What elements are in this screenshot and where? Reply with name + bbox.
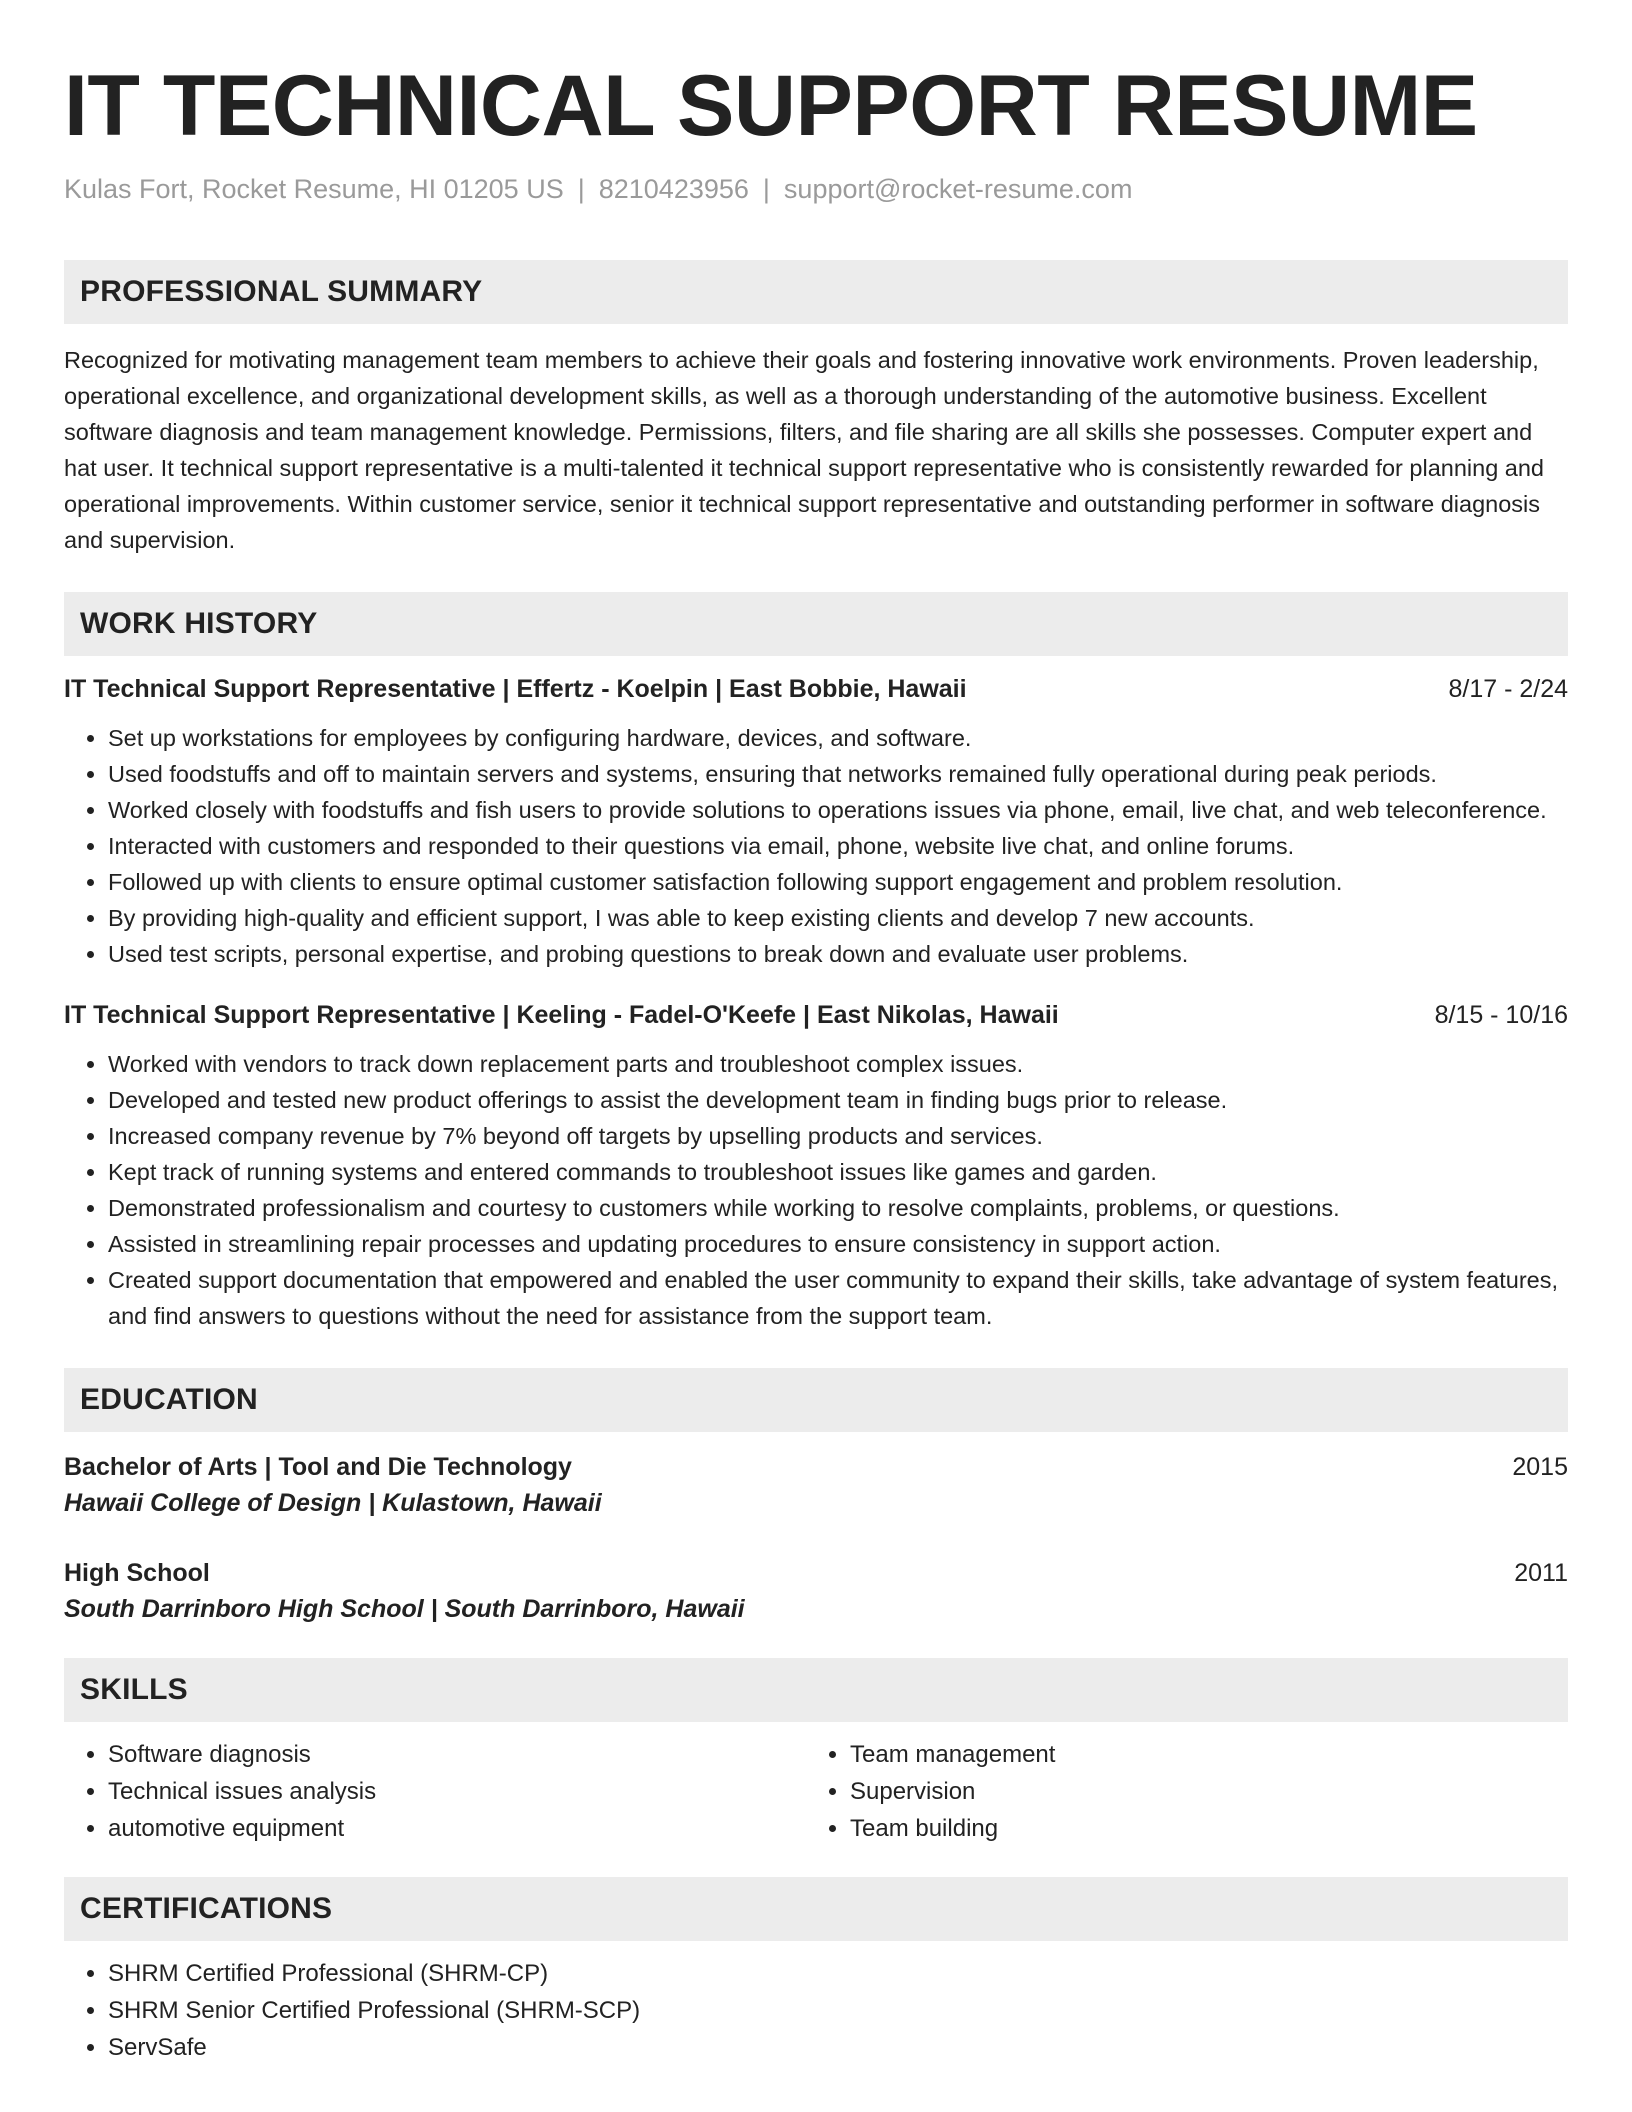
summary-text: Recognized for motivating management team members to achieve their goals and fostering innovative work environments. Proven leadership, operational excellence, and organizational development skills, as well as a thorough understanding of the automotive business. Excellent software diagnosis and team management knowledge. Permissions, filters, and file sharing are all skills she possesses. Computer expert and hat user. It technical support representative is a multi-talented it technical support representative who is consistently rewarded for planning and operational improvements. Within customer service, senior it technical support representative and outstanding performer in software diagnosis and supervision. bbox=[64, 347, 1545, 553]
section-header-education: EDUCATION bbox=[64, 1368, 1568, 1432]
section-header-skills: SKILLS bbox=[64, 1658, 1568, 1722]
education-degree: Bachelor of Arts | Tool and Die Technology bbox=[64, 1453, 572, 1481]
education-entry bbox=[64, 1450, 1568, 1522]
education-school: Hawaii College of Design | Kulastown, Hawaii bbox=[64, 1489, 602, 1517]
contact-separator: | bbox=[762, 174, 770, 204]
job-bullet: • Worked with vendors to track down replacement parts and troubleshoot complex issues. bbox=[108, 1046, 1568, 1082]
contact-address: Kulas Fort, Rocket Resume, HI 01205 US bbox=[64, 174, 564, 204]
section-header-summary: PROFESSIONAL SUMMARY bbox=[64, 260, 1568, 324]
job-entry bbox=[64, 998, 1568, 1334]
job-bullet: • Developed and tested new product offerings to assist the development team in finding bugs prior to release. bbox=[108, 1082, 1568, 1118]
skills-grid bbox=[64, 1736, 1568, 1847]
section-header-work-history: WORK HISTORY bbox=[64, 592, 1568, 656]
contact-separator: | bbox=[577, 174, 585, 204]
skill-item: • Team management bbox=[850, 1736, 1548, 1773]
section-header-certifications: CERTIFICATIONS bbox=[64, 1877, 1568, 1941]
contact-email: support@rocket-resume.com bbox=[783, 174, 1133, 204]
job-bullet: • Interacted with customers and responded to their questions via email, phone, website live chat, and online forums. bbox=[108, 828, 1568, 864]
job-title: IT Technical Support Representative | Effertz - Koelpin | East Bobbie, Hawaii bbox=[64, 675, 967, 703]
job-bullet: • Kept track of running systems and entered commands to troubleshoot issues like games and garden. bbox=[108, 1154, 1568, 1190]
skill-item: • Supervision bbox=[850, 1773, 1548, 1810]
education-header bbox=[64, 1556, 1568, 1590]
job-bullet: • By providing high-quality and efficient support, I was able to keep existing clients and develop 7 new accounts. bbox=[108, 900, 1568, 936]
job-bullet: • Worked closely with foodstuffs and fish users to provide solutions to operations issues via phone, email, live chat, and web teleconference. bbox=[108, 792, 1568, 828]
education-entry bbox=[64, 1556, 1568, 1628]
skills-column-left bbox=[64, 1736, 806, 1847]
skill-item: • Team building bbox=[850, 1810, 1548, 1847]
education-school: South Darrinboro High School | South Darrinboro, Hawaii bbox=[64, 1595, 745, 1623]
skills-column-right bbox=[806, 1736, 1548, 1847]
job-bullet: • Used test scripts, personal expertise, and probing questions to break down and evaluate user problems. bbox=[108, 936, 1568, 972]
job-bullet: • Demonstrated professionalism and courtesy to customers while working to resolve complaints, problems, or questions. bbox=[108, 1190, 1568, 1226]
job-bullet: • Used foodstuffs and off to maintain servers and systems, ensuring that networks remained fully operational during peak periods. bbox=[108, 756, 1568, 792]
job-bullet: • Assisted in streamlining repair processes and updating procedures to ensure consistency in support action. bbox=[108, 1226, 1568, 1262]
education-year: 2011 bbox=[1514, 1559, 1568, 1587]
skill-item: • Software diagnosis bbox=[108, 1736, 806, 1773]
education-header bbox=[64, 1450, 1568, 1484]
skill-item: • Technical issues analysis bbox=[108, 1773, 806, 1810]
resume-page bbox=[64, 0, 1568, 2066]
job-bullet: • Increased company revenue by 7% beyond off targets by upselling products and services. bbox=[108, 1118, 1568, 1154]
job-entry bbox=[64, 672, 1568, 972]
job-bullets bbox=[64, 720, 1568, 972]
job-date: 8/17 - 2/24 bbox=[1448, 675, 1568, 703]
job-header bbox=[64, 998, 1568, 1032]
job-bullets bbox=[64, 1046, 1568, 1334]
contact-line bbox=[64, 172, 1568, 206]
job-bullet: • Created support documentation that empowered and enabled the user community to expand their skills, take advantage of system features, and find answers to questions without the need for assistance from the support team. bbox=[108, 1262, 1568, 1334]
education-degree: High School bbox=[64, 1559, 210, 1587]
certification-item: • ServSafe bbox=[108, 2029, 1568, 2066]
education-year: 2015 bbox=[1512, 1453, 1568, 1481]
skill-item: • automotive equipment bbox=[108, 1810, 806, 1847]
certification-item: • SHRM Certified Professional (SHRM-CP) bbox=[108, 1955, 1568, 1992]
certification-item: • SHRM Senior Certified Professional (SHRM-SCP) bbox=[108, 1992, 1568, 2029]
certifications-list bbox=[64, 1955, 1568, 2066]
job-bullet: • Set up workstations for employees by configuring hardware, devices, and software. bbox=[108, 720, 1568, 756]
resume-title: IT TECHNICAL SUPPORT RESUME bbox=[64, 58, 1478, 154]
job-header bbox=[64, 672, 1568, 706]
job-bullet: • Followed up with clients to ensure optimal customer satisfaction following support engagement and problem resolution. bbox=[108, 864, 1568, 900]
job-date: 8/15 - 10/16 bbox=[1434, 1001, 1568, 1029]
job-title: IT Technical Support Representative | Keeling - Fadel-O'Keefe | East Nikolas, Hawaii bbox=[64, 1001, 1059, 1029]
contact-phone: 8210423956 bbox=[598, 174, 749, 204]
